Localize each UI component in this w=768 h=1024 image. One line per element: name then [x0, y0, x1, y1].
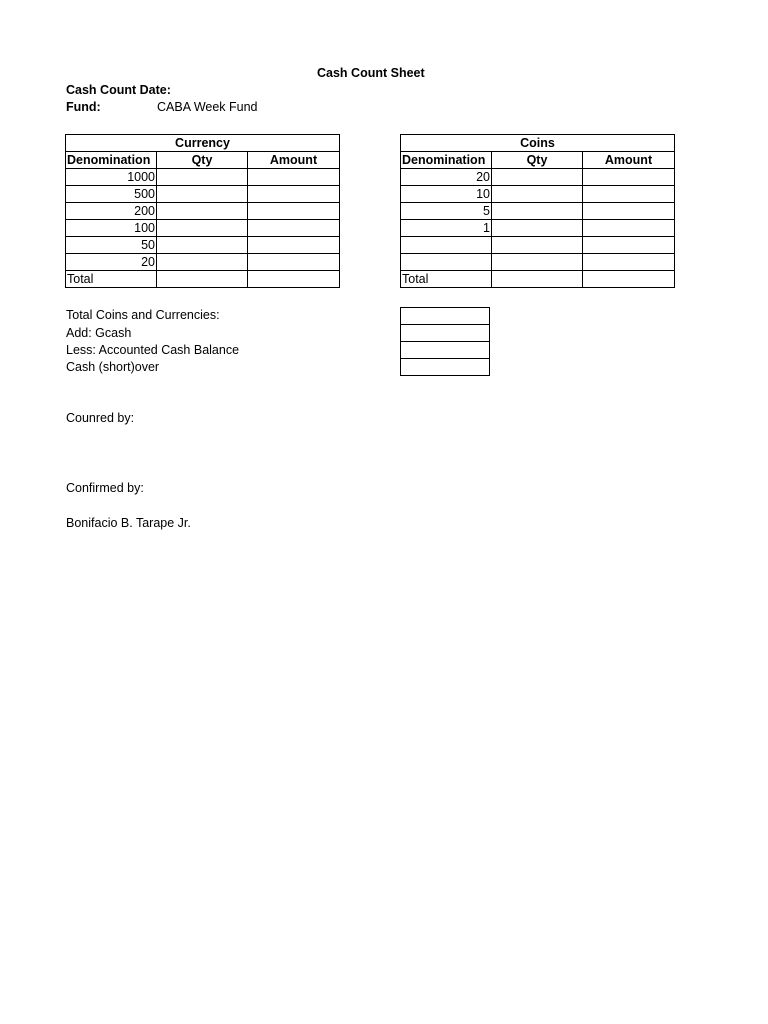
- coins-amount-cell[interactable]: [583, 169, 675, 186]
- coins-qty-header: Qty: [492, 152, 583, 169]
- coins-amount-cell[interactable]: [583, 220, 675, 237]
- coins-total-qty-cell[interactable]: [492, 271, 583, 288]
- table-row: [66, 169, 340, 186]
- currency-qty-cell[interactable]: [157, 203, 248, 220]
- currency-total-qty-cell[interactable]: [157, 271, 248, 288]
- summary-short-over-value-cell[interactable]: [401, 359, 490, 376]
- coins-denomination-header: Denomination: [401, 152, 492, 169]
- table-row: [401, 186, 675, 203]
- table-row: [401, 254, 675, 271]
- summary-cash-short-over: Cash (short)over: [66, 360, 160, 374]
- coins-qty-cell[interactable]: [492, 169, 583, 186]
- table-row-total: [401, 271, 675, 288]
- summary-accounted-value-cell[interactable]: [401, 342, 490, 359]
- currency-qty-cell[interactable]: [157, 220, 248, 237]
- currency-denomination: 1000: [66, 169, 157, 186]
- currency-amount-cell[interactable]: [248, 186, 340, 203]
- table-row: [66, 220, 340, 237]
- currency-qty-cell[interactable]: [157, 169, 248, 186]
- currency-total-label: Total: [66, 271, 157, 288]
- coins-amount-header: Amount: [583, 152, 675, 169]
- coins-table: [400, 134, 675, 288]
- table-row: [66, 203, 340, 220]
- coins-denomination: [401, 237, 492, 254]
- currency-amount-header: Amount: [248, 152, 340, 169]
- currency-denomination: 50: [66, 237, 157, 254]
- currency-qty-header: Qty: [157, 152, 248, 169]
- coins-amount-cell[interactable]: [583, 254, 675, 271]
- coins-qty-cell[interactable]: [492, 203, 583, 220]
- table-row: [66, 186, 340, 203]
- coins-denomination: 1: [401, 220, 492, 237]
- coins-denomination: 10: [401, 186, 492, 203]
- summary-total-value-cell[interactable]: [401, 308, 490, 325]
- counted-by-label: Counred by:: [66, 411, 135, 425]
- cash-count-date-label: Cash Count Date:: [66, 83, 171, 97]
- table-row: [66, 237, 340, 254]
- summary-total-coins-currencies: Total Coins and Currencies:: [66, 308, 220, 322]
- summary-add-gcash: Add: Gcash: [66, 326, 132, 340]
- coins-total-amount-cell[interactable]: [583, 271, 675, 288]
- table-row: [401, 237, 675, 254]
- currency-denomination: 20: [66, 254, 157, 271]
- coins-denomination: 20: [401, 169, 492, 186]
- coins-table-title: Coins: [401, 135, 675, 152]
- coins-amount-cell[interactable]: [583, 237, 675, 254]
- table-row: [66, 254, 340, 271]
- currency-amount-cell[interactable]: [248, 254, 340, 271]
- currency-denomination: 100: [66, 220, 157, 237]
- coins-qty-cell[interactable]: [492, 254, 583, 271]
- currency-denomination: 500: [66, 186, 157, 203]
- confirmer-name: Bonifacio B. Tarape Jr.: [66, 516, 191, 530]
- currency-qty-cell[interactable]: [157, 254, 248, 271]
- table-row: [401, 169, 675, 186]
- summary-gcash-value-cell[interactable]: [401, 325, 490, 342]
- currency-table-title: Currency: [66, 135, 340, 152]
- confirmed-by-label: Confirmed by:: [66, 481, 144, 495]
- summary-values-box: [400, 307, 490, 376]
- fund-label: Fund:: [66, 100, 101, 114]
- currency-qty-cell[interactable]: [157, 186, 248, 203]
- table-row: [401, 220, 675, 237]
- coins-qty-cell[interactable]: [492, 186, 583, 203]
- sheet-title: Cash Count Sheet: [317, 66, 425, 80]
- fund-value: CABA Week Fund: [157, 100, 258, 114]
- summary-less-accounted-balance: Less: Accounted Cash Balance: [66, 343, 240, 357]
- currency-amount-cell[interactable]: [248, 237, 340, 254]
- coins-qty-cell[interactable]: [492, 237, 583, 254]
- table-row-total: [66, 271, 340, 288]
- table-row: [401, 203, 675, 220]
- currency-qty-cell[interactable]: [157, 237, 248, 254]
- coins-qty-cell[interactable]: [492, 220, 583, 237]
- coins-total-label: Total: [401, 271, 492, 288]
- currency-table: [65, 134, 340, 288]
- currency-amount-cell[interactable]: [248, 169, 340, 186]
- currency-amount-cell[interactable]: [248, 203, 340, 220]
- currency-amount-cell[interactable]: [248, 220, 340, 237]
- coins-amount-cell[interactable]: [583, 186, 675, 203]
- coins-amount-cell[interactable]: [583, 203, 675, 220]
- currency-denomination: 200: [66, 203, 157, 220]
- currency-total-amount-cell[interactable]: [248, 271, 340, 288]
- coins-denomination: 5: [401, 203, 492, 220]
- coins-denomination: [401, 254, 492, 271]
- currency-denomination-header: Denomination: [66, 152, 157, 169]
